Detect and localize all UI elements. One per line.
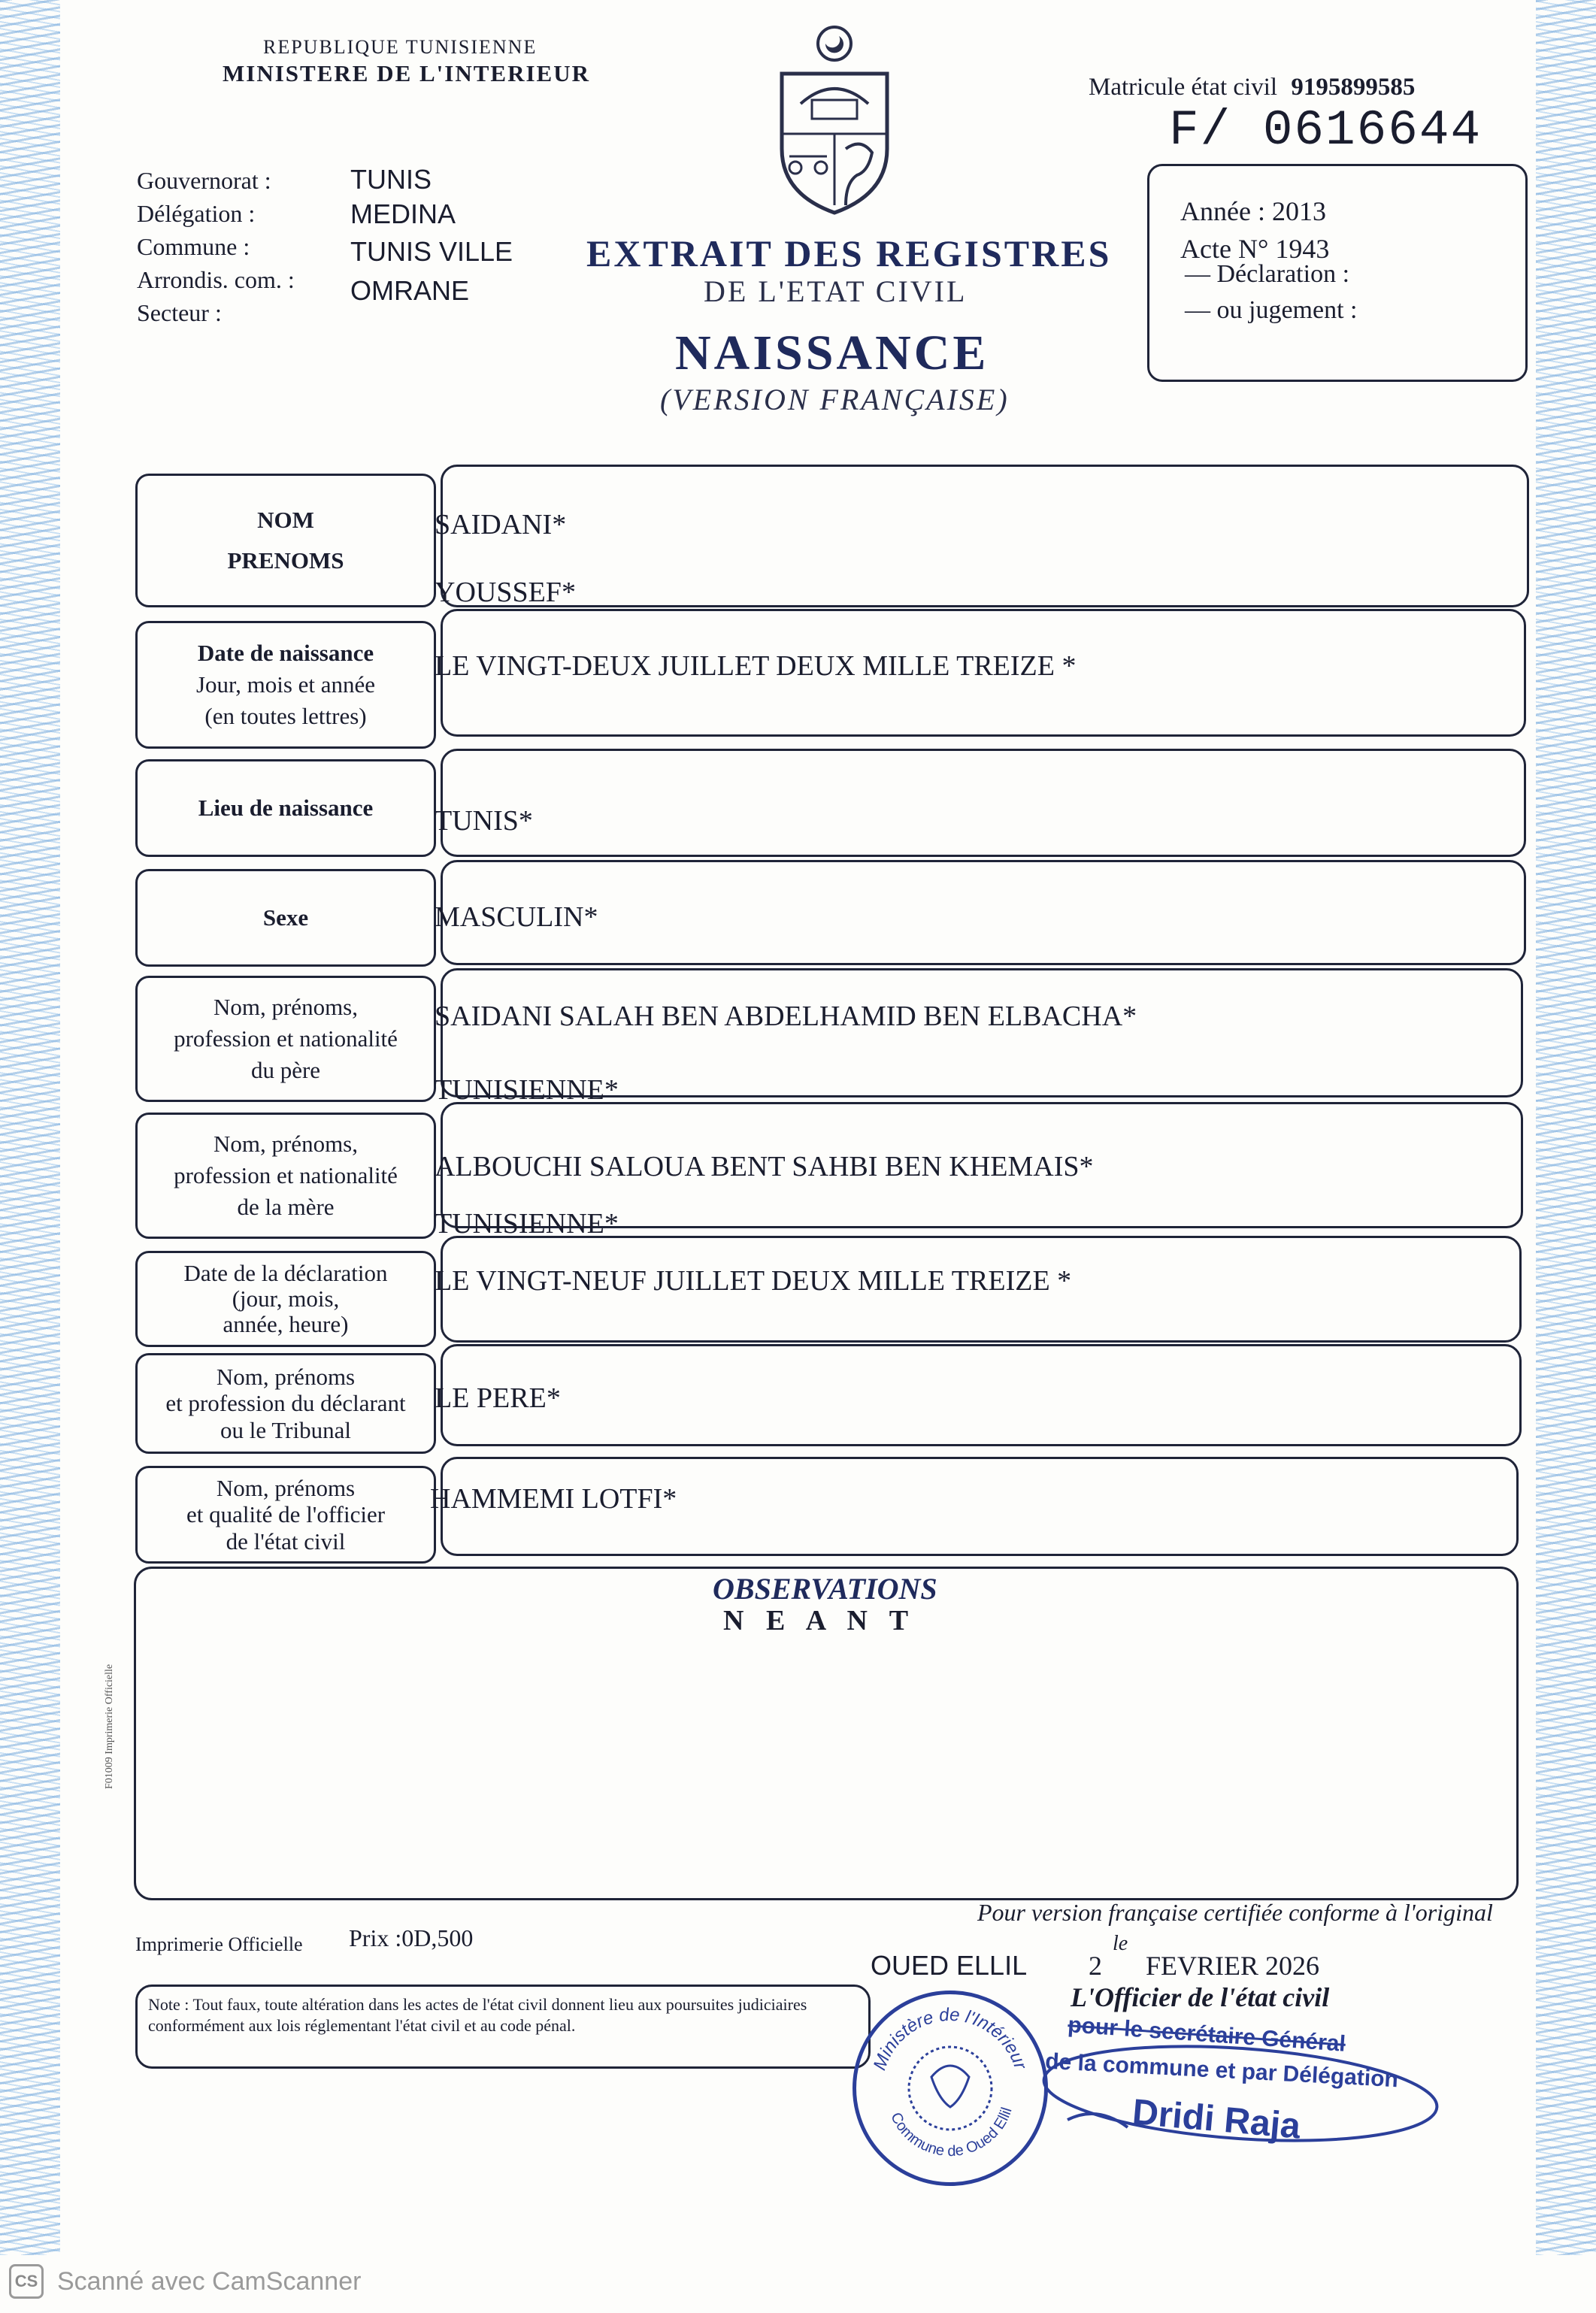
date-naissance-label: Date de naissance [197,640,374,667]
date-rest: FEVRIER 2026 [1146,1951,1320,1981]
sexe-label: Sexe [262,904,309,931]
date-naissance-value: LE VINGT-DEUX JUILLET DEUX MILLE TREIZE * [435,650,1077,682]
pere-label-box [135,976,436,1102]
stamp-top-text [870,2005,1031,2073]
camscanner-logo-text: CS [14,2272,38,2290]
nom-prenoms-value-box [441,465,1529,607]
officier-label-line-2: et qualité de l'officier [186,1501,386,1528]
pere-label-line-1: Nom, prénoms, [213,994,358,1021]
mere-label-box [135,1113,436,1239]
nom-prenoms-label-box [135,474,436,607]
officier-label-line-3: de l'état civil [226,1527,346,1555]
arrondissement-value: OMRANE [350,275,470,306]
officier-signature-title: L'Officier de l'état civil [1071,1982,1330,2012]
declarant-label-line-1: Nom, prénoms [216,1363,356,1390]
declaration-label-box [135,1251,436,1347]
lieu-naissance-label-box [135,759,436,857]
stamp-top-textpath: Ministère de l'Intérieur [869,2004,1031,2073]
sexe-value: MASCULIN* [435,901,598,933]
camscanner-logo [9,2264,44,2299]
declarant-label-line-3: ou le Tribunal [220,1416,351,1443]
mere-value: ALBOUCHI SALOUA BENT SAHBI BEN KHEMAIS* [435,1151,1094,1182]
signature-stamp [1037,2012,1443,2165]
signature-line-1: pour le secrétaire Général [1067,2012,1346,2057]
commune-label: Commune : [137,233,250,260]
document-subtitle: DE L'ETAT CIVIL [704,274,968,308]
imprimerie-label: Imprimerie Officielle [135,1933,303,1955]
camscanner-watermark: Scanné avec CamScanner [57,2267,362,2296]
date-le: le [1113,1932,1128,1955]
mere-nationalite: TUNISIENNE* [435,1208,619,1240]
delegation-value: MEDINA [350,198,456,229]
stamp-bottom-text [887,2106,1015,2160]
date-day: 2 [1089,1951,1102,1981]
nom-value: SAIDANI* [435,509,567,540]
mere-label-line-2: profession et nationalité [174,1162,398,1189]
matricule-label: Matricule état civil [1089,74,1278,101]
declaration-label-line-2: (jour, mois, [232,1285,340,1312]
serial-number: F/ 0616644 [1169,102,1482,159]
decorative-border-right [1536,0,1596,2255]
secteur-label: Secteur : [137,299,222,326]
officier-label-line-1: Nom, prénoms [216,1474,356,1501]
declarant-value: LE PERE* [435,1382,561,1414]
document-title: EXTRAIT DES REGISTRES [586,232,1112,274]
coat-of-arms-emblem [767,21,902,216]
certification-text: Pour version française certifiée conforme à l'original [977,1899,1493,1926]
acte-declaration: — Déclaration : [1185,260,1350,288]
official-stamp [853,1991,1048,2186]
prenoms-label: PRENOMS [227,547,344,574]
ministere-heading: MINISTERE DE L'INTERIEUR [223,60,590,86]
declarant-value-box [441,1344,1522,1446]
version-label: (VERSION FRANÇAISE) [660,383,1010,416]
signature-scribble [1037,2022,1443,2165]
signature-name: Dridi Raja [1131,2092,1302,2147]
prenom-value: YOUSSEF* [435,577,576,608]
sexe-label-box [135,869,436,967]
acte-numero: Acte N° 1943 [1180,234,1330,264]
lieu-naissance-value-box [441,749,1526,857]
delegation-label: Délégation : [137,200,256,227]
legal-note-box [135,1985,871,2069]
pere-nationalite: TUNISIENNE* [435,1074,619,1106]
matricule-value: 9195899585 [1291,74,1416,101]
document-type: NAISSANCE [675,325,989,380]
declaration-value: LE VINGT-NEUF JUILLET DEUX MILLE TREIZE * [435,1265,1072,1297]
place-text: OUED ELLIL [871,1950,1028,1981]
mere-label-line-1: Nom, prénoms, [213,1131,358,1158]
arrondissement-label: Arrondis. com. : [137,266,295,293]
acte-annee: Année : 2013 [1180,196,1326,226]
republique-heading: REPUBLIQUE TUNISIENNE [263,36,538,58]
pere-value: SAIDANI SALAH BEN ABDELHAMID BEN ELBACHA* [435,1001,1137,1032]
observations-value: N E A N T [723,1605,916,1636]
signature-line-2: de la commune et par Délégation [1044,2048,1399,2093]
officier-value: HAMMEMI LOTFI* [430,1483,677,1515]
declaration-label-line-3: année, heure) [223,1311,349,1338]
date-naissance-sublabel-2: (en toutes lettres) [204,702,367,729]
observations-title: OBSERVATIONS [713,1572,937,1606]
declarant-label-box [135,1353,436,1454]
pere-label-line-3: du père [250,1056,321,1083]
acte-jugement: — ou jugement : [1185,296,1358,324]
gouvernorat-label: Gouvernorat : [137,167,271,194]
date-naissance-label-box [135,621,436,749]
matricule-line [1089,74,1415,101]
gouvernorat-value: TUNIS [350,164,432,195]
lieu-naissance-value: TUNIS* [435,805,533,837]
officier-label-box [135,1466,436,1564]
declarant-label-line-2: et profession du déclarant [165,1390,406,1417]
mere-label-line-3: de la mère [237,1193,335,1220]
stamp-bottom-textpath: Commune de Oued Ellil [887,2105,1016,2160]
sexe-value-box [441,860,1526,965]
pere-label-line-2: profession et nationalité [174,1025,398,1052]
margin-print-text: F01009 Imprimerie Officielle [104,1664,115,1789]
prix-label: Prix :0D,500 [349,1924,474,1951]
lieu-naissance-label: Lieu de naissance [198,795,374,822]
nom-label: NOM [257,507,314,534]
decorative-border-left [0,0,60,2255]
date-naissance-sublabel-1: Jour, mois et année [195,671,376,698]
commune-value: TUNIS VILLE [350,236,513,267]
declaration-label-line-1: Date de la déclaration [183,1259,388,1286]
legal-note-text: Note : Tout faux, toute altération dans les actes de l'état civil donnent lieu aux poursuites judiciaires conformément aux lois réglementant l'état civil et au code pénal. [148,1995,807,2035]
